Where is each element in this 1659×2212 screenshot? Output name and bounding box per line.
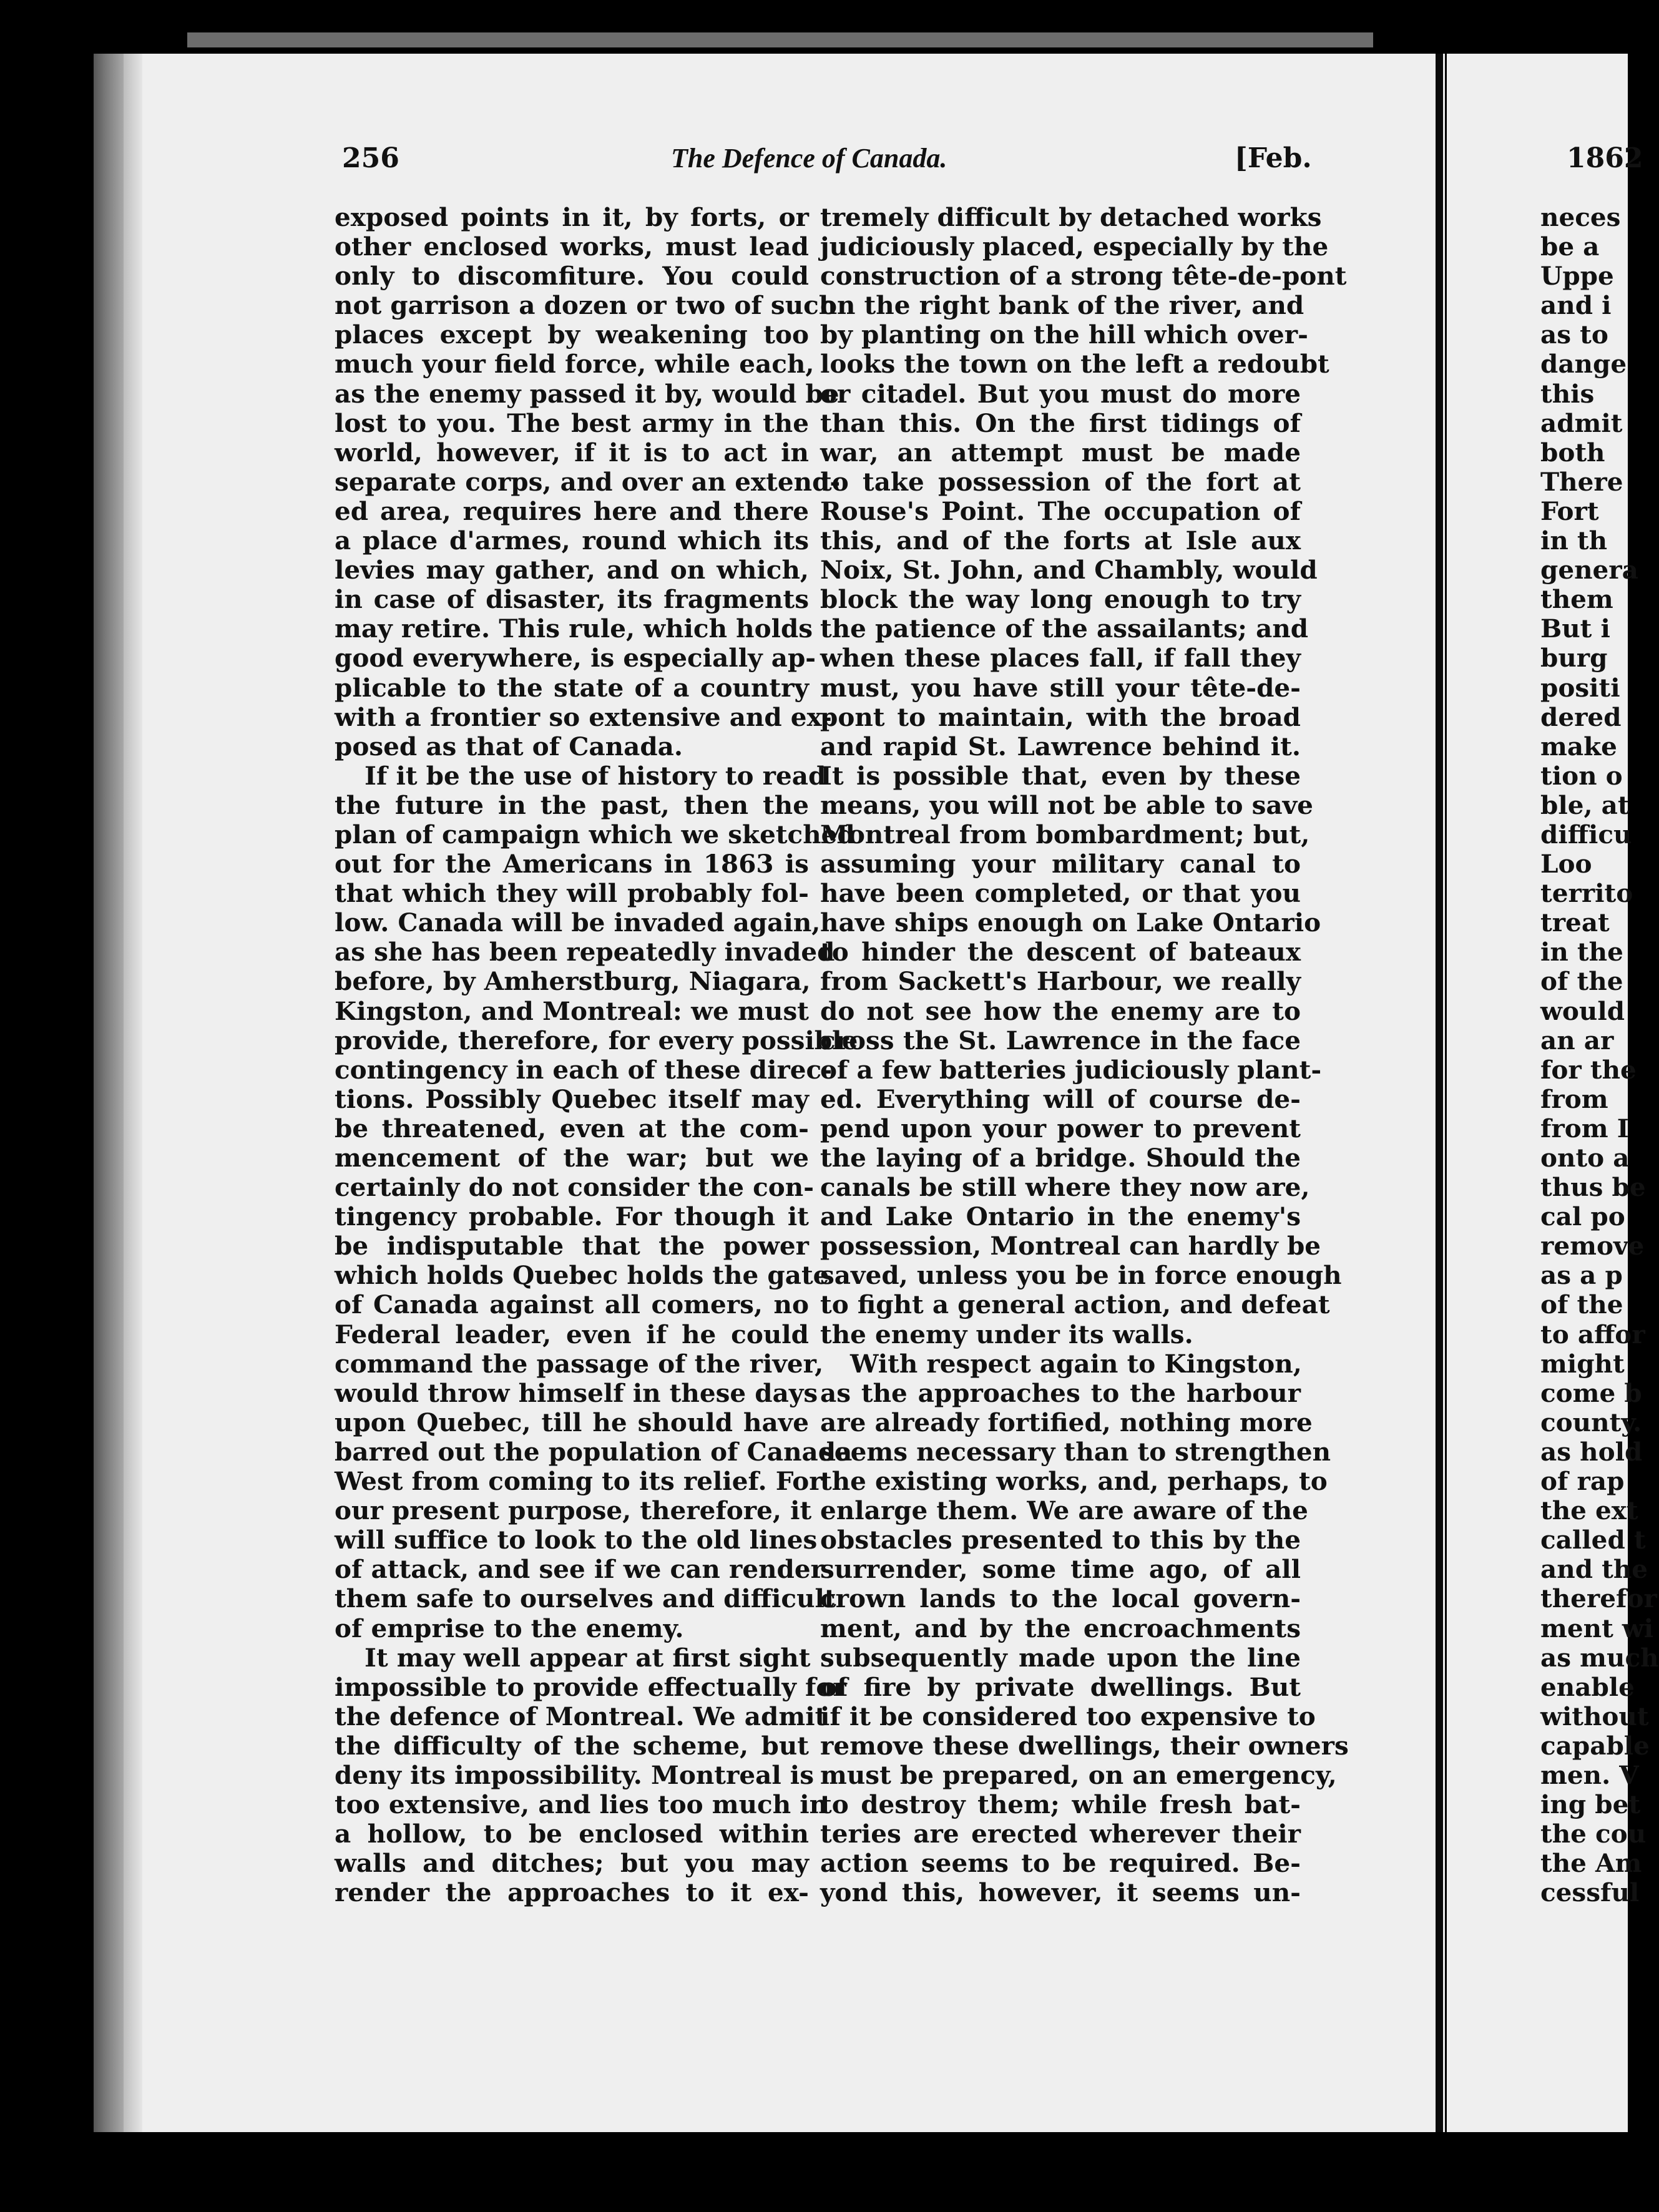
text-line: the laying of a bridge. Should the — [820, 1143, 1301, 1173]
facing-text-line: be a — [1540, 232, 1600, 262]
text-line: It is possible that, even by these — [820, 760, 1301, 791]
text-line: possession, Montreal can hardly be — [820, 1231, 1321, 1261]
text-line: levies may gather, and on which, — [335, 555, 809, 585]
text-line: and rapid St. Lawrence behind it. — [820, 731, 1301, 761]
text-line: the existing works, and, perhaps, to — [820, 1466, 1328, 1497]
facing-text-line: thus be — [1540, 1172, 1646, 1203]
text-line: to fight a general action, and defeat — [820, 1290, 1330, 1320]
facing-text-line: of the — [1540, 966, 1623, 997]
text-line: West from coming to its relief. For — [335, 1466, 823, 1497]
gutter-divider — [1436, 54, 1443, 2132]
text-line: not garrison a dozen or two of such — [335, 290, 838, 321]
text-line: have been completed, or that you — [820, 878, 1301, 909]
text-line: ed area, requires here and there — [335, 496, 809, 526]
text-line: impossible to provide effectually for — [335, 1671, 846, 1702]
text-line: contingency in each of these direc- — [335, 1054, 833, 1085]
facing-text-line: from — [1540, 1084, 1608, 1114]
text-line: must, you have still your tête-de- — [820, 672, 1301, 703]
text-line: places except by weakening too — [335, 320, 809, 350]
text-line: that which they will probably fol- — [335, 878, 809, 909]
text-line: to destroy them; while fresh bat- — [820, 1789, 1301, 1820]
facing-text-line: county. — [1540, 1407, 1642, 1437]
facing-text-line: territo — [1540, 878, 1633, 909]
facing-text-line: genera — [1540, 555, 1638, 585]
facing-text-line: for the — [1540, 1054, 1637, 1085]
text-line: pend upon your power to prevent — [820, 1113, 1301, 1143]
facing-text-line: to affor — [1540, 1319, 1645, 1349]
text-line: on the right bank of the river, and — [820, 290, 1304, 321]
text-line: tions. Possibly Quebec itself may — [335, 1084, 809, 1114]
text-line: be indisputable that the power — [335, 1231, 809, 1261]
facing-text-line: Uppe — [1540, 261, 1614, 291]
facing-text-line: There — [1540, 466, 1623, 497]
text-line: render the approaches to it ex- — [335, 1877, 809, 1908]
text-line: plicable to the state of a country — [335, 672, 809, 703]
text-line: Rouse's Point. The occupation of — [820, 496, 1301, 526]
text-line: If it be the use of history to read — [365, 760, 826, 791]
facing-text-line: admit — [1540, 408, 1623, 438]
text-line: tingency probable. For though it — [335, 1201, 809, 1232]
binding-shadow — [124, 54, 142, 2132]
text-line: action seems to be required. Be- — [820, 1848, 1301, 1879]
text-line: in case of disaster, its fragments — [335, 584, 809, 615]
facing-text-line: the cou — [1540, 1819, 1647, 1849]
text-line: exposed points in it, by forts, or — [335, 202, 809, 232]
text-line: when these places fall, if fall they — [820, 643, 1301, 673]
facing-text-line: capable — [1540, 1730, 1650, 1761]
facing-text-line: in the — [1540, 937, 1623, 967]
text-line: assuming your military canal to — [820, 849, 1301, 879]
facing-page-column — [1540, 202, 1659, 1908]
text-line: our present purpose, therefore, it — [335, 1495, 812, 1526]
text-line: ed. Everything will of course de- — [820, 1084, 1301, 1114]
text-line: means, you will not be able to save — [820, 790, 1313, 820]
facing-text-line: Fort — [1540, 496, 1599, 526]
text-line: as the approaches to the harbour — [820, 1378, 1301, 1408]
facing-page-number: 1862 — [1567, 142, 1643, 174]
text-line: before, by Amherstburg, Niagara, — [335, 966, 811, 997]
text-column-right — [820, 202, 1349, 1908]
facing-text-line: and the — [1540, 1554, 1648, 1585]
text-line: of a few batteries judiciously plant- — [820, 1054, 1322, 1085]
text-line: Federal leader, even if he could — [335, 1319, 809, 1349]
text-line: enlarge them. We are aware of the — [820, 1495, 1308, 1526]
text-line: than this. On the first tidings of — [820, 408, 1301, 438]
text-line: a hollow, to be enclosed within — [335, 1819, 809, 1849]
text-line: the difficulty of the scheme, but — [335, 1730, 809, 1761]
text-line: barred out the population of Canada — [335, 1436, 853, 1467]
text-line: which holds Quebec holds the gate — [335, 1260, 830, 1291]
text-line: the future in the past, then the — [335, 790, 809, 820]
text-line: of fire by private dwellings. But — [820, 1671, 1301, 1702]
facing-text-line: the Am — [1540, 1848, 1642, 1879]
facing-text-line: neces — [1540, 202, 1621, 232]
facing-text-line: as hold — [1540, 1436, 1643, 1467]
text-line: are already fortified, nothing more — [820, 1407, 1313, 1437]
facing-text-line: as to — [1540, 320, 1608, 350]
facing-text-line: the ext — [1540, 1495, 1638, 1526]
text-line: good everywhere, is especially ap- — [335, 643, 816, 673]
facing-text-line: enable — [1540, 1671, 1635, 1702]
text-line: of attack, and see if we can render — [335, 1554, 824, 1585]
text-line: too extensive, and lies too much in — [335, 1789, 828, 1820]
facing-text-line: tion o — [1540, 760, 1623, 791]
text-line: of emprise to the enemy. — [335, 1613, 684, 1643]
facing-text-line: dered — [1540, 702, 1622, 732]
text-line: ment, and by the encroachments — [820, 1613, 1301, 1643]
facing-text-line: therefor — [1540, 1583, 1657, 1614]
facing-text-line: make — [1540, 731, 1617, 761]
running-title: The Defence of Canada. — [671, 143, 947, 174]
text-line: as the enemy passed it by, would be — [335, 378, 839, 409]
facing-text-line: onto a — [1540, 1143, 1630, 1173]
text-line: low. Canada will be invaded again, — [335, 908, 821, 938]
text-line: upon Quebec, till he should have — [335, 1407, 809, 1437]
text-line: posed as that of Canada. — [335, 731, 683, 761]
text-line: only to discomfiture. You could — [335, 261, 809, 291]
text-line: as she has been repeatedly invaded — [335, 937, 835, 967]
text-line: looks the town on the left a redoubt — [820, 349, 1329, 379]
text-line: be threatened, even at the com- — [335, 1113, 809, 1143]
text-line: canals be still where they now are, — [820, 1172, 1310, 1203]
text-line: cross the St. Lawrence in the face — [820, 1025, 1301, 1055]
text-line: seems necessary than to strengthen — [820, 1436, 1331, 1467]
text-line: will suffice to look to the old lines — [335, 1525, 818, 1555]
facing-text-line: without — [1540, 1701, 1649, 1731]
facing-text-line: cal po — [1540, 1201, 1625, 1232]
facing-text-line: both — [1540, 437, 1605, 467]
text-line: have ships enough on Lake Ontario — [820, 908, 1321, 938]
text-line: this, and of the forts at Isle aux — [820, 526, 1301, 556]
facing-text-line: But i — [1540, 614, 1610, 644]
text-line: With respect again to Kingston, — [850, 1348, 1302, 1379]
facing-text-line: burg — [1540, 643, 1608, 673]
binding-edge — [94, 54, 124, 2132]
facing-text-line: this — [1540, 378, 1595, 409]
text-line: plan of campaign which we sketched — [335, 819, 855, 849]
facing-text-line: men. V — [1540, 1759, 1639, 1790]
text-line: Kingston, and Montreal: we must — [335, 996, 809, 1026]
text-line: to hinder the descent of bateaux — [820, 937, 1301, 967]
text-line: other enclosed works, must lead — [335, 232, 809, 262]
text-line: lost to you. The best army in the — [335, 408, 809, 438]
text-line: judiciously placed, especially by the — [820, 232, 1329, 262]
text-line: by planting on the hill which over- — [820, 320, 1308, 350]
text-line: the defence of Montreal. We admit — [335, 1701, 827, 1731]
facing-text-line: treat — [1540, 908, 1610, 938]
facing-text-line: an ar — [1540, 1025, 1614, 1055]
facing-text-line: from I — [1540, 1113, 1629, 1143]
facing-text-line: as a p — [1540, 1260, 1623, 1291]
text-line: from Sackett's Harbour, we really — [820, 966, 1301, 997]
text-line: the enemy under its walls. — [820, 1319, 1193, 1349]
text-line: construction of a strong tête-de-pont — [820, 261, 1347, 291]
text-line: of Canada against all comers, no — [335, 1290, 809, 1320]
text-line: command the passage of the river, — [335, 1348, 824, 1379]
text-line: separate corps, and over an extend- — [335, 466, 841, 497]
text-line: crown lands to the local govern- — [820, 1583, 1301, 1614]
text-line: walls and ditches; but you may — [335, 1848, 809, 1879]
facing-text-line: as much — [1540, 1642, 1659, 1673]
page-number: 256 — [342, 142, 399, 174]
text-line: the patience of the assailants; and — [820, 614, 1309, 644]
facing-text-line: of rap — [1540, 1466, 1625, 1497]
scan-top-strip — [187, 32, 1373, 47]
facing-text-line: come b — [1540, 1378, 1642, 1408]
text-line: must be prepared, on an emergency, — [820, 1759, 1337, 1790]
text-line: pont to maintain, with the broad — [820, 702, 1301, 732]
text-line: tremely difficult by detached works — [820, 202, 1322, 232]
text-line: world, however, if it is to act in — [335, 437, 809, 467]
facing-text-line: remove — [1540, 1231, 1645, 1261]
facing-text-line: them — [1540, 584, 1613, 615]
facing-text-line: cessful — [1540, 1877, 1640, 1908]
facing-text-line: dange — [1540, 349, 1627, 379]
facing-text-line: Loo — [1540, 849, 1592, 879]
facing-text-line: positi — [1540, 672, 1620, 703]
text-line: and Lake Ontario in the enemy's — [820, 1201, 1301, 1232]
text-line: Montreal from bombardment; but, — [820, 819, 1310, 849]
text-line: certainly do not consider the con- — [335, 1172, 815, 1203]
text-line: them safe to ourselves and difficult — [335, 1583, 836, 1614]
facing-text-line: difficu — [1540, 819, 1632, 849]
text-line: saved, unless you be in force enough — [820, 1260, 1342, 1291]
text-line: much your field force, while each, — [335, 349, 815, 379]
text-line: out for the Americans in 1863 is — [335, 849, 809, 879]
text-line: do not see how the enemy are to — [820, 996, 1301, 1026]
text-line: a place d'armes, round which its — [335, 526, 809, 556]
text-line: mencement of the war; but we — [335, 1143, 809, 1173]
text-line: obstacles presented to this by the — [820, 1525, 1301, 1555]
facing-text-line: ble, at — [1540, 790, 1630, 820]
text-column-left — [335, 202, 858, 1908]
facing-text-line: and i — [1540, 290, 1612, 321]
text-line: would throw himself in these days — [335, 1378, 818, 1408]
text-line: with a frontier so extensive and ex- — [335, 702, 832, 732]
text-line: block the way long enough to try — [820, 584, 1301, 615]
facing-text-line: ing bet — [1540, 1789, 1641, 1820]
text-line: if it be considered too expensive to — [820, 1701, 1316, 1731]
text-line: may retire. This rule, which holds — [335, 614, 813, 644]
text-line: It may well appear at first sight — [365, 1642, 811, 1673]
text-line: teries are erected wherever their — [820, 1819, 1301, 1849]
text-line: surrender, some time ago, of all — [820, 1554, 1301, 1585]
text-line: Noix, St. John, and Chambly, would — [820, 555, 1318, 585]
facing-text-line: would — [1540, 996, 1625, 1026]
text-line: or citadel. But you must do more — [820, 378, 1301, 409]
facing-text-line: might — [1540, 1348, 1625, 1379]
text-line: war, an attempt must be made — [820, 437, 1301, 467]
text-line: to take possession of the fort at — [820, 466, 1301, 497]
facing-text-line: called t — [1540, 1525, 1646, 1555]
text-line: deny its impossibility. Montreal is — [335, 1759, 814, 1790]
running-month: [Feb. — [1235, 142, 1312, 174]
text-line: provide, therefore, for every possible — [335, 1025, 858, 1055]
text-line: remove these dwellings, their owners — [820, 1730, 1349, 1761]
facing-text-line: in th — [1540, 526, 1608, 556]
facing-text-line: ment wi — [1540, 1613, 1654, 1643]
facing-text-line: of the — [1540, 1290, 1623, 1320]
text-line: yond this, however, it seems un- — [820, 1877, 1301, 1908]
text-line: subsequently made upon the line — [820, 1642, 1301, 1673]
